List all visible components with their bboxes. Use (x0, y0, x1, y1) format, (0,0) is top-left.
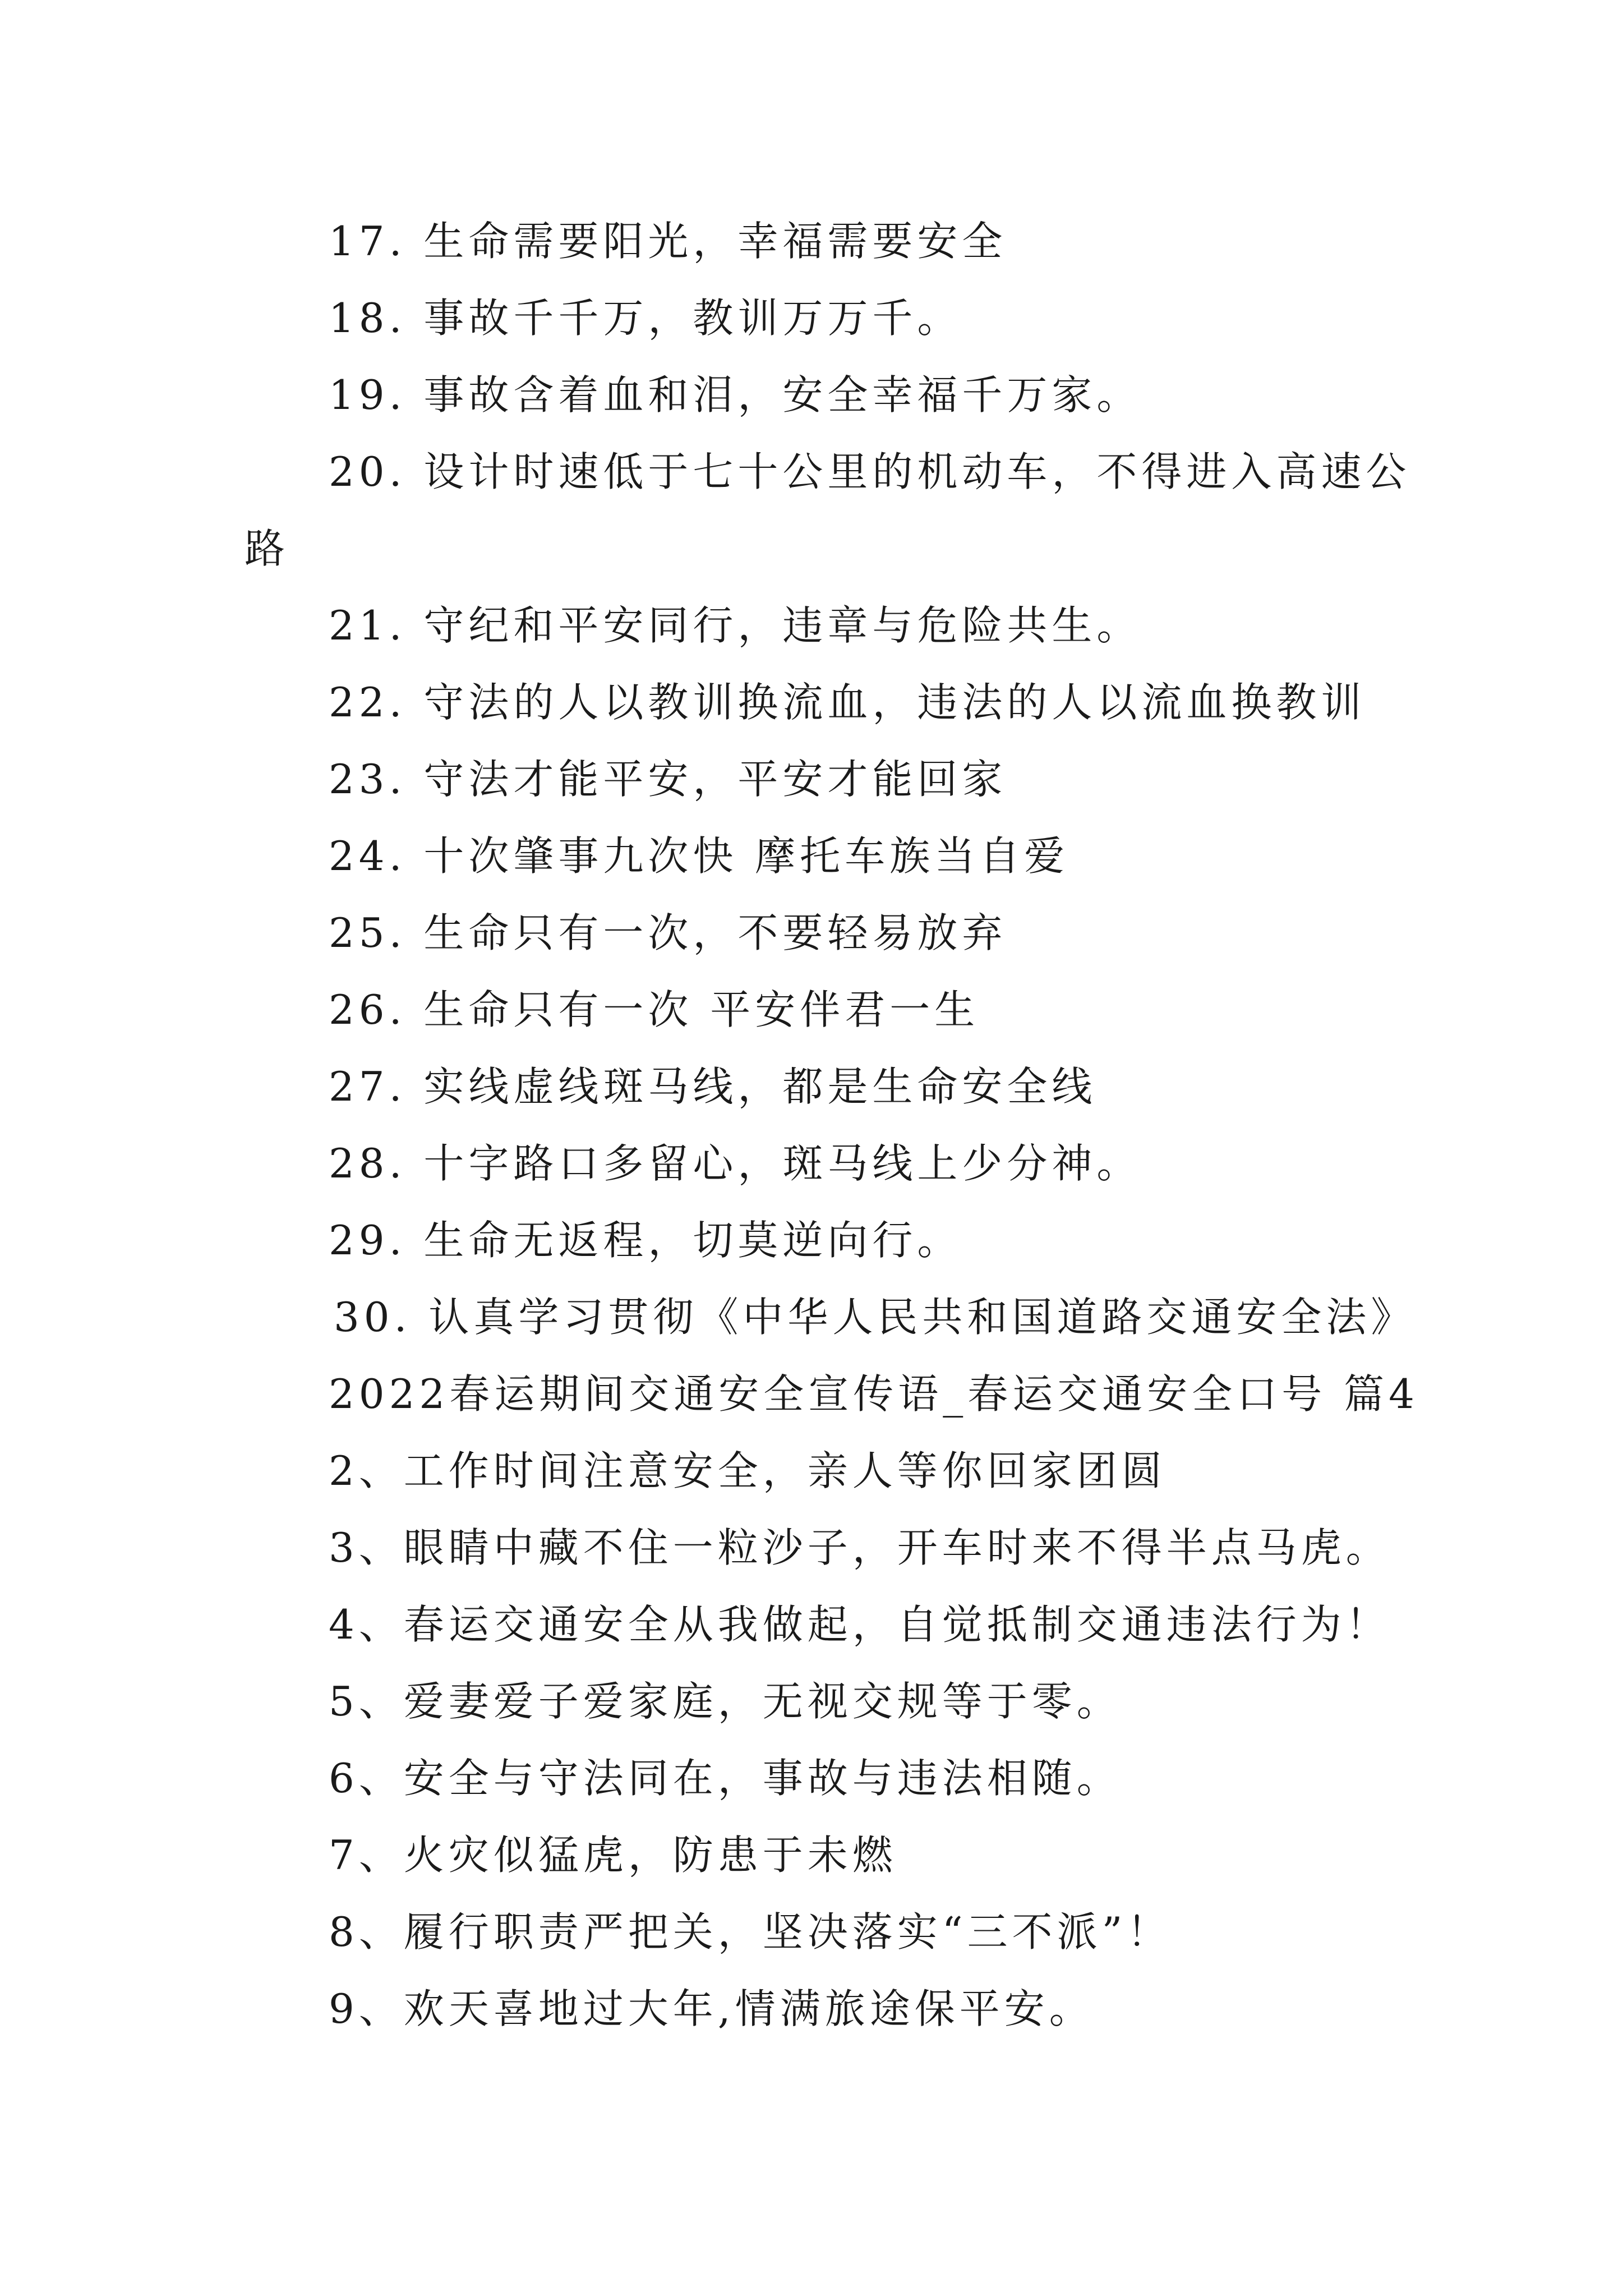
list-item-9: 9、欢天喜地过大年,情满旅途保平安。 (329, 1985, 1094, 2032)
slogan-line-27: 27. 实线虚线斑马线，都是生命安全线 (329, 1063, 1097, 1110)
list-item-8: 8、履行职责严把关，坚决落实“三不派”！ (329, 1908, 1172, 1955)
list-item-3: 3、眼睛中藏不住一粒沙子，开车时来不得半点马虎。 (329, 1524, 1391, 1571)
slogan-line-26: 26. 生命只有一次 平安伴君一生 (329, 986, 980, 1033)
list-item-4: 4、春运交通安全从我做起，自觉抵制交通违法行为！ (329, 1601, 1391, 1648)
section-heading: 2022春运期间交通安全宣传语_春运交通安全口号 篇4 (329, 1370, 1419, 1418)
slogan-line-28: 28. 十字路口多留心，斑马线上少分神。 (329, 1140, 1142, 1187)
slogan-line-30: 30. 认真学习贯彻《中华人民共和国道路交通安全法》 (334, 1294, 1416, 1341)
slogan-line-17: 17. 生命需要阳光，幸福需要安全 (329, 218, 1007, 265)
list-item-6: 6、安全与守法同在，事故与违法相随。 (329, 1755, 1122, 1802)
list-item-5: 5、爱妻爱子爱家庭，无视交规等于零。 (329, 1678, 1122, 1725)
slogan-line-21: 21. 守纪和平安同行，违章与危险共生。 (329, 602, 1142, 649)
slogan-line-20: 20. 设计时速低于七十公里的机动车，不得进入高速公 (329, 448, 1411, 495)
slogan-line-29: 29. 生命无返程，切莫逆向行。 (329, 1217, 962, 1264)
slogan-line-24: 24. 十次肇事九次快 摩托车族当自爱 (329, 832, 1069, 880)
slogan-line-23: 23. 守法才能平安，平安才能回家 (329, 756, 1007, 803)
slogan-line-18: 18. 事故千千万，教训万万千。 (329, 295, 962, 342)
slogan-line-19: 19. 事故含着血和泪，安全幸福千万家。 (329, 371, 1142, 418)
list-item-7: 7、火灾似猛虎，防患于未燃 (329, 1832, 897, 1879)
slogan-line-25: 25. 生命只有一次，不要轻易放弃 (329, 909, 1007, 956)
slogan-line-22: 22. 守法的人以教训换流血，违法的人以流血换教训 (329, 679, 1366, 726)
slogan-line-20-continuation: 路 (245, 525, 290, 572)
list-item-2: 2、工作时间注意安全，亲人等你回家团圆 (329, 1447, 1166, 1494)
